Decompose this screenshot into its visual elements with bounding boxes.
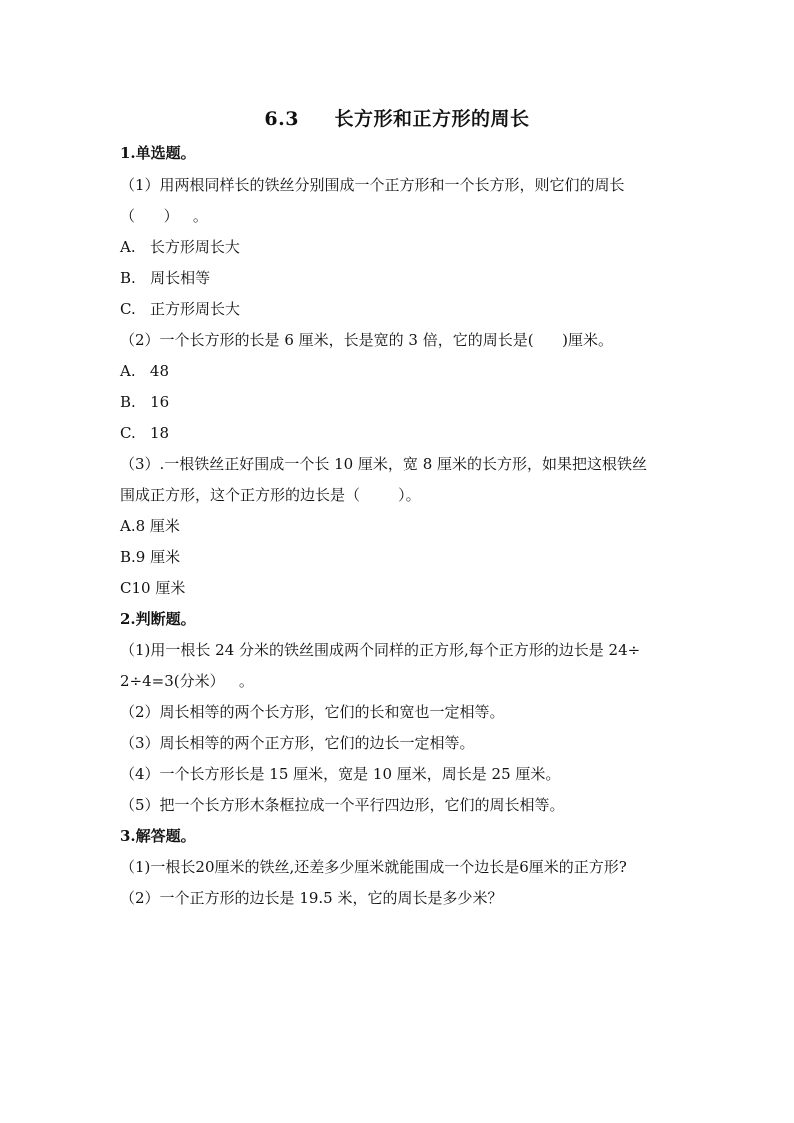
question-2-option-b: B. 16	[120, 393, 170, 411]
judge-5: （5）把一个长方形木条框拉成一个平行四边形，它们的周长相等。	[120, 796, 565, 814]
word-problem-1: （1)一根长20厘米的铁丝,还差多少厘米就能围成一个边长是6厘米的正方形?	[120, 858, 627, 876]
judge-2: （2）周长相等的两个长方形，它们的长和宽也一定相等。	[120, 703, 505, 721]
page-title: 6.3 长方形和正方形的周长	[264, 108, 530, 130]
question-3-option-b: B.9 厘米	[120, 548, 181, 566]
question-2-stem: （2）一个长方形的长是 6 厘米，长是宽的 3 倍，它的周长是( )厘米。	[120, 331, 614, 349]
question-2-option-c: C. 18	[120, 424, 170, 442]
question-3-option-c: C10 厘米	[120, 579, 186, 597]
section-heading-single-choice: 1.单选题。	[120, 144, 196, 162]
question-1-option-a: A. 长方形周长大	[120, 238, 240, 256]
question-1-stem-line-1: （1）用两根同样长的铁丝分别围成一个正方形和一个长方形，则它们的周长	[120, 176, 625, 194]
judge-4: （4）一个长方形长是 15 厘米，宽是 10 厘米，周长是 25 厘米。	[120, 765, 561, 783]
question-3-option-a: A.8 厘米	[120, 517, 180, 535]
word-problem-2: （2）一个正方形的边长是 19.5 米，它的周长是多少米？	[120, 889, 503, 907]
judge-1-line-1: （1)用一根长 24 分米的铁丝围成两个同样的正方形,每个正方形的边长是 24÷	[120, 641, 641, 659]
section-heading-true-false: 2.判断题。	[120, 610, 196, 628]
question-1-option-c: C. 正方形周长大	[120, 300, 241, 318]
section-heading-word-problems: 3.解答题。	[120, 827, 196, 845]
question-2-option-a: A. 48	[120, 362, 169, 380]
judge-3: （3）周长相等的两个正方形，它们的边长一定相等。	[120, 734, 475, 752]
question-1-stem-line-2: （ ） 。	[120, 207, 208, 225]
question-3-stem-line-1: （3）.一根铁丝正好围成一个长 10 厘米，宽 8 厘米的长方形，如果把这根铁丝	[120, 455, 648, 473]
question-1-option-b: B. 周长相等	[120, 269, 211, 287]
judge-1-line-2: 2÷4=3(分米） 。	[120, 672, 254, 690]
question-3-stem-line-2: 围成正方形，这个正方形的边长是（ ）。	[120, 486, 421, 504]
